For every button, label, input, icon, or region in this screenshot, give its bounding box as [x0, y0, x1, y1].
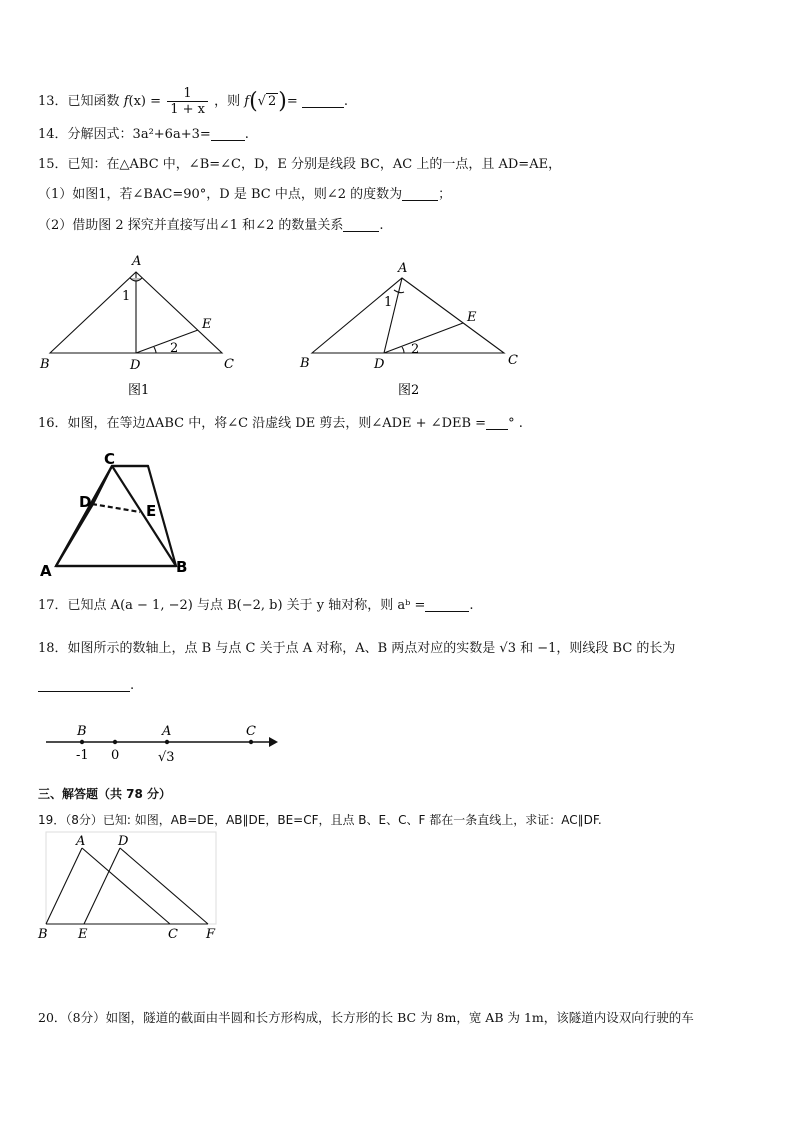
point-label: B: [300, 356, 310, 371]
figure-frame: [46, 832, 216, 924]
point-label: A: [40, 562, 52, 578]
segment-df: [120, 848, 208, 924]
triangle-sides: [56, 466, 176, 566]
point-label: D: [374, 357, 385, 372]
point-a: [165, 740, 169, 744]
question-15-stem: 15．已知：在△ABC 中，∠B=∠C，D，E 分别是线段 BC，AC 上的一点，且 AD=AE，: [38, 157, 562, 172]
question-20: 20．（8分）如图，隧道的截面由半圆和长方形构成，长方形的长 BC 为 8m，宽 AB 为 1m，该隧道内设双向行驶的车: [38, 1010, 694, 1025]
point-label: B: [38, 927, 48, 942]
answer-blank: [38, 677, 130, 692]
angle-mark: [154, 347, 156, 353]
section-title: 三、解答题（共 78 分）: [38, 787, 172, 801]
point-b: [80, 740, 84, 744]
angle-label: 2: [170, 341, 179, 356]
point-label: D: [130, 358, 141, 373]
point-label: A: [398, 261, 408, 276]
point-label: A: [132, 254, 142, 269]
point-label: B: [40, 357, 50, 372]
side-cb: [112, 466, 176, 566]
question-18: 18．如图所示的数轴上，点 B 与点 C 关于点 A 对称，A、B 两点对应的实数是 √3 和 −1，则线段 BC 的长为: [38, 641, 676, 656]
point-c: [249, 740, 253, 744]
fraction: $\frac{1}{1 + x}$: [167, 86, 208, 117]
point-label: E: [78, 927, 88, 942]
tick-label: -1: [76, 748, 89, 763]
tick-label: 0: [111, 748, 120, 763]
point-label: C: [508, 353, 518, 368]
dashed-cut-de: [92, 504, 140, 512]
point-label: C: [168, 927, 178, 942]
figure-caption: 图2: [398, 383, 420, 398]
point-label: E: [467, 310, 477, 325]
question-17: 17．已知点 A(a − 1, −2) 与点 B(−2, b) 关于 y 轴对称，则 aᵇ = .: [38, 598, 474, 613]
question-19: 19．（8分）已知: 如图，AB=DE，AB∥DE，BE=CF，且点 B、E、C、F 都在一条直线上，求证：AC∥DF.: [38, 813, 602, 827]
segment-de: [384, 323, 463, 353]
point-label: D: [118, 834, 129, 849]
question-15-part2: （2）借助图 2 探究并直接写出∠1 和∠2 的数量关系 .: [38, 218, 384, 233]
question-15-part1: （1）如图1，若∠BAC=90°，D 是 BC 中点，则∠2 的度数为 ；: [38, 187, 452, 202]
axis-arrow: [269, 737, 278, 747]
figure-15-1: [50, 272, 222, 353]
point-label: F: [206, 927, 216, 942]
point-label: A: [76, 834, 86, 849]
point-label: D: [79, 493, 92, 511]
angle-label: 1: [122, 289, 131, 304]
answer-blank: [302, 93, 344, 108]
angle-mark: [402, 347, 404, 353]
point-label: E: [202, 317, 212, 332]
segment-ab: [46, 848, 82, 924]
answer-blank: [343, 217, 379, 232]
segment-ad: [384, 278, 402, 353]
angle-mark: [130, 278, 142, 281]
answer-blank: [486, 415, 508, 430]
point-label: B: [176, 558, 188, 576]
point-label: E: [146, 502, 157, 520]
number-line: [40, 716, 290, 772]
angle-label: 1: [384, 295, 393, 310]
point-label: C: [224, 357, 234, 372]
figure-16: [36, 448, 206, 578]
segment-de: [136, 330, 198, 353]
figure-caption: 图1: [128, 383, 150, 398]
side-ac: [56, 466, 112, 566]
question-18-blank: .: [38, 676, 134, 696]
point-label: C: [104, 450, 116, 468]
point-label: A: [162, 724, 172, 739]
tick-label: √3: [158, 750, 175, 765]
question-14: 14．分解因式：3a²+6a+3= .: [38, 127, 249, 142]
question-16: 16．如图，在等边ΔABC 中，将∠C 沿虚线 DE 剪去，则∠ADE + ∠DEB = ° .: [38, 416, 523, 431]
answer-blank: [402, 186, 438, 201]
figure-19: [34, 830, 224, 942]
answer-blank: [425, 597, 469, 612]
question-13: 13．已知函数 f(x) = $\frac{1}{1 + x}$ ，则 f(√ 2)= .: [38, 86, 349, 117]
point-zero: [113, 740, 117, 744]
point-label: C: [246, 724, 256, 739]
segment-de: [84, 848, 120, 924]
segment-ac: [82, 848, 170, 924]
figure-15: [30, 250, 530, 400]
triangle-outline: [56, 466, 148, 566]
answer-blank: [211, 126, 245, 141]
angle-label: 2: [411, 342, 420, 357]
point-label: B: [77, 724, 87, 739]
